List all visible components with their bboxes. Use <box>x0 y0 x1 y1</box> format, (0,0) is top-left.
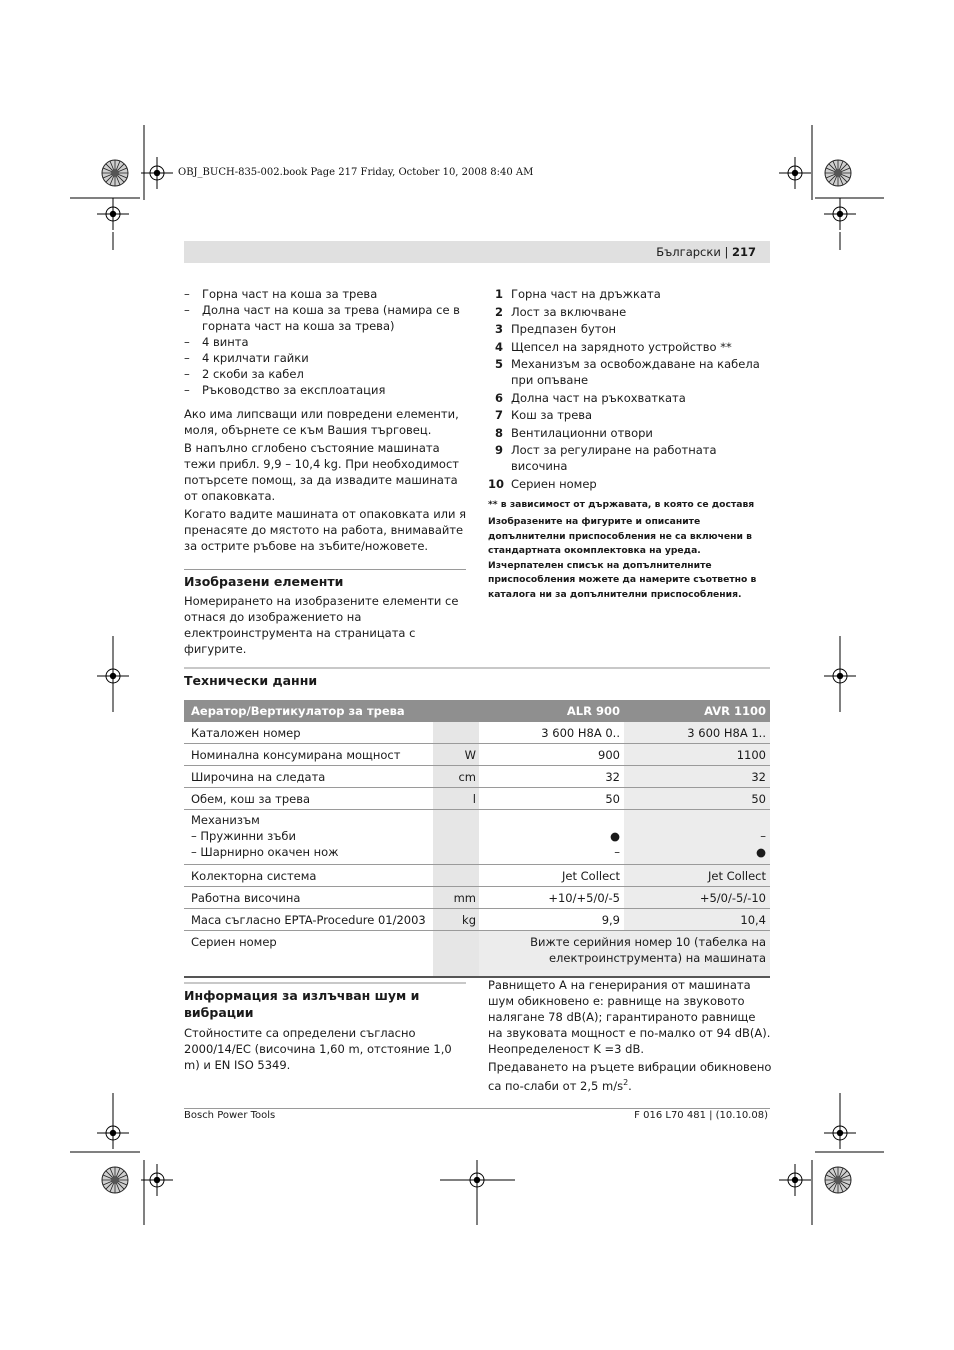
noise-heading: Информация за излъчван шум и вибрации <box>184 988 420 1020</box>
illustrated-heading: Изобразени елементи <box>184 574 344 589</box>
footnote: ** в зависимост от държавата, в която се доставя <box>488 498 755 510</box>
noise-level-text: Равнището А на генерирания от машината шум обикновено е: равнище на звуковото налягане 78 dB(A); гарантираното равнище на звуковата мощност е по-малко от 94 dB(A). Неопределеност K =3 dB. <box>488 978 771 1056</box>
sharp-edges-paragraph: Когато вадите машината от опаковката или я пренасяте до мястото на работа, внимавайте за острите ръбове на зъбите/ножовете. <box>184 507 467 553</box>
table-header-row <box>184 700 770 722</box>
bullet-icon: ● <box>755 845 766 859</box>
bullet-icon: ● <box>609 829 620 843</box>
list-item: – Долна част на коша за трева (намира се в горната част на коша за трева) <box>184 303 460 333</box>
list-item: 8 Вентилационни отвори <box>494 425 653 440</box>
list-item: 3 Предпазен бутон <box>494 322 617 336</box>
list-item: 1 Горна част на дръжката <box>494 287 661 301</box>
illustrated-text: Номерирането на изобразените елементи се отнася до изображението на електроинструмента на страницата с фигурите. <box>184 594 459 656</box>
list-item: 9 Лост за регулиране на работната височина <box>494 443 717 473</box>
table-row: Номинална консумирана мощност W 900 1100 <box>184 744 770 766</box>
missing-parts-paragraph: Ако има липсващи или повредени елементи, моля, обърнете се към Вашия търговец. <box>184 407 459 437</box>
table-row: Работна височина mm +10/+5/0/-5 +5/0/-5/-10 <box>184 887 770 909</box>
table-header-alr900: ALR 900 <box>479 700 624 722</box>
noise-divider <box>184 982 466 984</box>
vibration-text: Предаването на ръцете вибрации обикновено са по-слаби от 2,5 $m/s^2$. <box>488 1060 772 1093</box>
table-row: Каталожен номер 3 600 H8A 0.. 3 600 H8A 1.. <box>184 722 770 744</box>
footer-divider <box>184 1108 770 1109</box>
right-column <box>488 286 772 603</box>
left-column <box>184 286 468 554</box>
page-header: Български | 217 <box>656 245 756 259</box>
weight-paragraph: В напълно сглобено състояние машината тежи прибл. 9,9 – 10,4 kg. При необходимост потърсете помощ, за да извадите машината от опаковката. <box>184 441 459 503</box>
table-row: Обем, кош за трева l 50 50 <box>184 788 770 810</box>
table-row: Колекторна система Jet Collect Jet Collect <box>184 865 770 887</box>
table-header-avr1100: AVR 1100 <box>624 700 770 722</box>
list-item: 10 Сериен номер <box>488 476 597 491</box>
delivery-list <box>184 286 468 398</box>
table-row: Маса съгласно EPTA-Procedure 01/2003 kg 9,9 10,4 <box>184 909 770 931</box>
tech-heading: Технически данни <box>184 673 318 688</box>
noise-right <box>488 977 772 1094</box>
noise-standards-text: Стойностите са определени съгласно 2000/14/ЕС (височина 1,60 m, отстояние 1,0 m) и EN ISO 5349. <box>184 1026 452 1072</box>
list-item: – 4 крилчати гайки <box>184 351 309 365</box>
list-item: – Ръководство за експлоатация <box>184 383 386 397</box>
page-number: 217 <box>731 245 756 259</box>
tech-divider <box>184 667 770 669</box>
list-item: – Горна част на коша за трева <box>184 287 378 301</box>
list-item: – 4 винта <box>184 335 249 349</box>
accessories-note: Изобразените на фигурите и описаните допълнителни приспособления не са включени в стандартната окомплектовка на уреда. Изчерпателен списък на допълнителните приспособления можете да намерите съответно в каталога ни за допълнителни приспособления. <box>488 516 757 601</box>
language-label: Български <box>656 245 721 259</box>
list-item: 7 Кош за трева <box>494 408 593 422</box>
list-item: 2 Лост за включване <box>494 304 627 319</box>
page-header-bar <box>184 241 770 263</box>
section-divider <box>184 569 466 570</box>
list-item: 4 Щепсел на зарядното устройство ** <box>494 339 732 354</box>
footer-right: F 016 L70 481 | (10.10.08) <box>634 1110 768 1121</box>
noise-left <box>184 987 468 1073</box>
list-item: 5 Механизъм за освобождаване на кабела при опъване <box>494 357 760 387</box>
list-item: 6 Долна част на ръкохватката <box>494 390 686 405</box>
file-stamp: OBJ_BUCH-835-002.book Page 217 Friday, October 10, 2008 8:40 AM <box>178 167 534 178</box>
table-row-mechanism: Механизъм – Пружинни зъби – Шарнирно окачен нож ● – – ● <box>184 810 770 865</box>
table-row: Широчина на следата cm 32 32 <box>184 766 770 788</box>
footer-left: Bosch Power Tools <box>184 1110 276 1121</box>
components-list <box>488 286 772 492</box>
table-header-product: Аератор/Вертикулатор за трева <box>184 700 433 722</box>
table-row-serial: Сериен номер Вижте серийния номер 10 (табелка на електроинструмента) на машината <box>184 931 770 978</box>
illustrated-section <box>184 573 468 657</box>
tech-data-table <box>184 700 770 978</box>
list-item: – 2 скоби за кабел <box>184 367 304 381</box>
